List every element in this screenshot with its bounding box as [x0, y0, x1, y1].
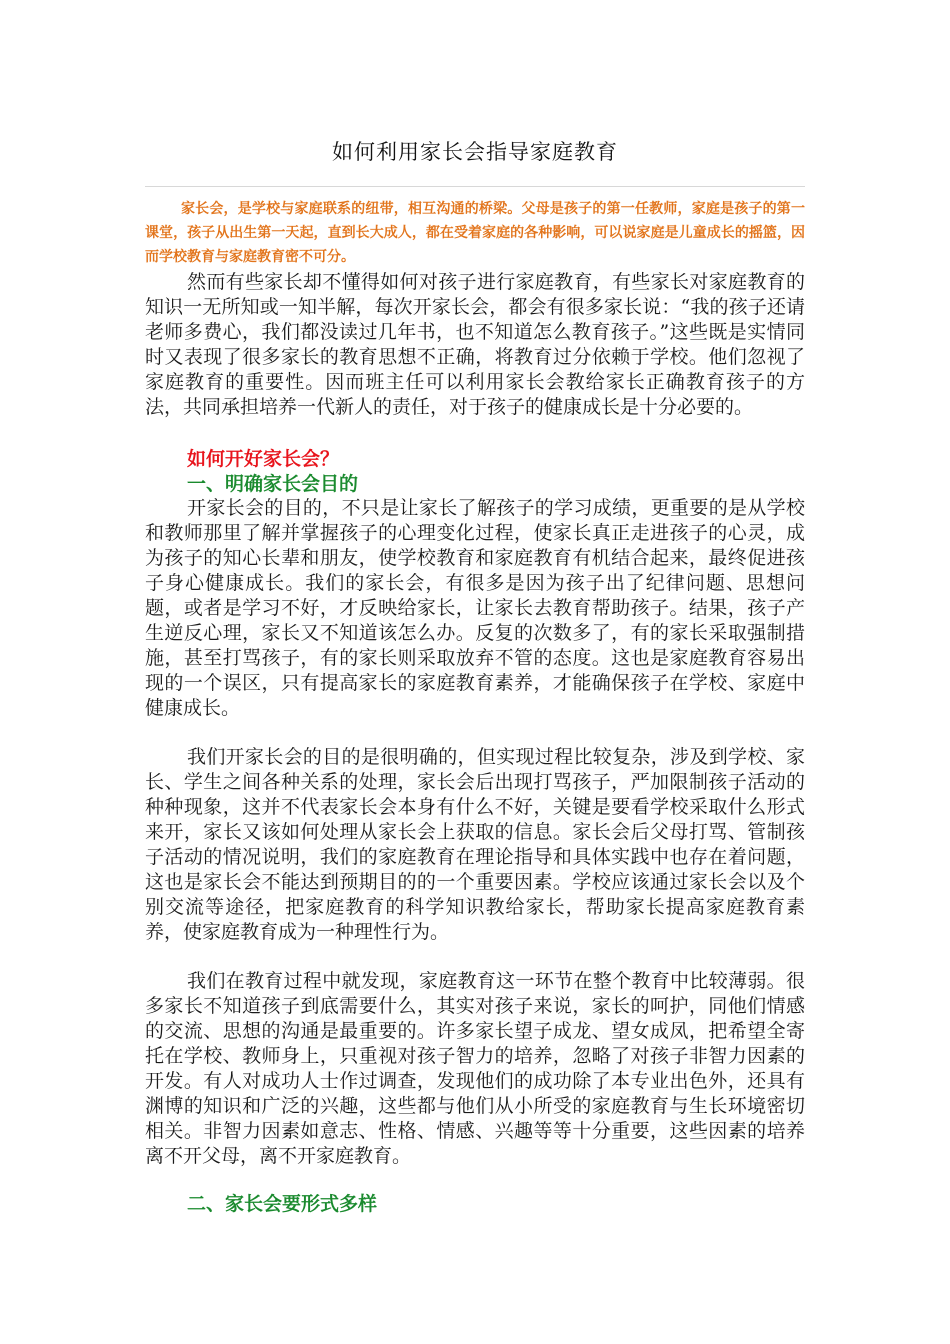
body-paragraph-4: 我们在教育过程中就发现，家庭教育这一环节在整个教育中比较薄弱。很多家长不知道孩子到底需要什么，其实对孩子来说，家长的呵护，同他们情感的交流、思想的沟通是最重要的。许多家长望子成龙、望女成凤，把希望全寄托在学校、教师身上，只重视对孩子智力的培养，忽略了对孩子非智力因素的开发。有人对成功人士作过调查，发现他们的成功除了本专业出色外，还具有渊博的知识和广泛的兴趣，这些都与他们从小所受的家庭教育与生长环境密切相关。非智力因素如意志、性格、情感、兴趣等等十分重要，这些因素的培养离不开父母，离不开家庭教育。 [145, 970, 805, 1167]
document-title: 如何利用家长会指导家庭教育 [332, 140, 618, 164]
section-1-heading: 一、明确家长会目的 [187, 473, 359, 495]
body-paragraph-3: 我们开家长会的目的是很明确的，但实现过程比较复杂，涉及到学校、家长、学生之间各种关系的处理，家长会后出现打骂孩子，严加限制孩子活动的种种现象，这并不代表家长会本身有什么不好，关键是要看学校采取什么形式来开，家长又该如何处理从家长会上获取的信息。家长会后父母打骂、管制孩子活动的情况说明，我们的家庭教育在理论指导和具体实践中也存在着问题，这也是家长会不能达到预期目的的一个重要因素。学校应该通过家长会以及个别交流等途径，把家庭教育的科学知识教给家长，帮助家长提高家庭教育素养，使家庭教育成为一种理性行为。 [145, 746, 805, 943]
section-2-heading: 二、家长会要形式多样 [187, 1193, 378, 1215]
intro-paragraph: 家长会，是学校与家庭联系的纽带，相互沟通的桥梁。父母是孩子的第一任教师，家庭是孩子的第一课堂，孩子从出生第一天起，直到长大成人，都在受着家庭的各种影响，可以说家庭是儿童成长的摇篮，因而学校教育与家庭教育密不可分。 [145, 201, 805, 265]
question-heading: 如何开好家长会？ [187, 448, 340, 470]
body-paragraph-1: 然而有些家长却不懂得如何对孩子进行家庭教育，有些家长对家庭教育的知识一无所知或一知半解，每次开家长会，都会有很多家长说：“我的孩子还请老师多费心，我们都没读过几年书，也不知道怎么教育孩子。”这些既是实情同时又表现了很多家长的教育思想不正确，将教育过分依赖于学校。他们忽视了家庭教育的重要性。因而班主任可以利用家长会教给家长正确教育孩子的方法，共同承担培养一代新人的责任，对于孩子的健康成长是十分必要的。 [145, 271, 805, 418]
title-divider [145, 186, 805, 187]
body-paragraph-2: 开家长会的目的，不只是让家长了解孩子的学习成绩，更重要的是从学校和教师那里了解并掌握孩子的心理变化过程，使家长真正走进孩子的心灵，成为孩子的知心长辈和朋友，使学校教育和家庭教育有机结合起来，最终促进孩子身心健康成长。我们的家长会，有很多是因为孩子出了纪律问题、思想问题，或者是学习不好，才反映给家长，让家长去教育帮助孩子。结果，孩子产生逆反心理，家长又不知道该怎么办。反复的次数多了，有的家长采取强制措施，甚至打骂孩子，有的家长则采取放弃不管的态度。这也是家庭教育容易出现的一个误区，只有提高家长的家庭教育素养，才能确保孩子在学校、家庭中健康成长。 [145, 497, 805, 719]
